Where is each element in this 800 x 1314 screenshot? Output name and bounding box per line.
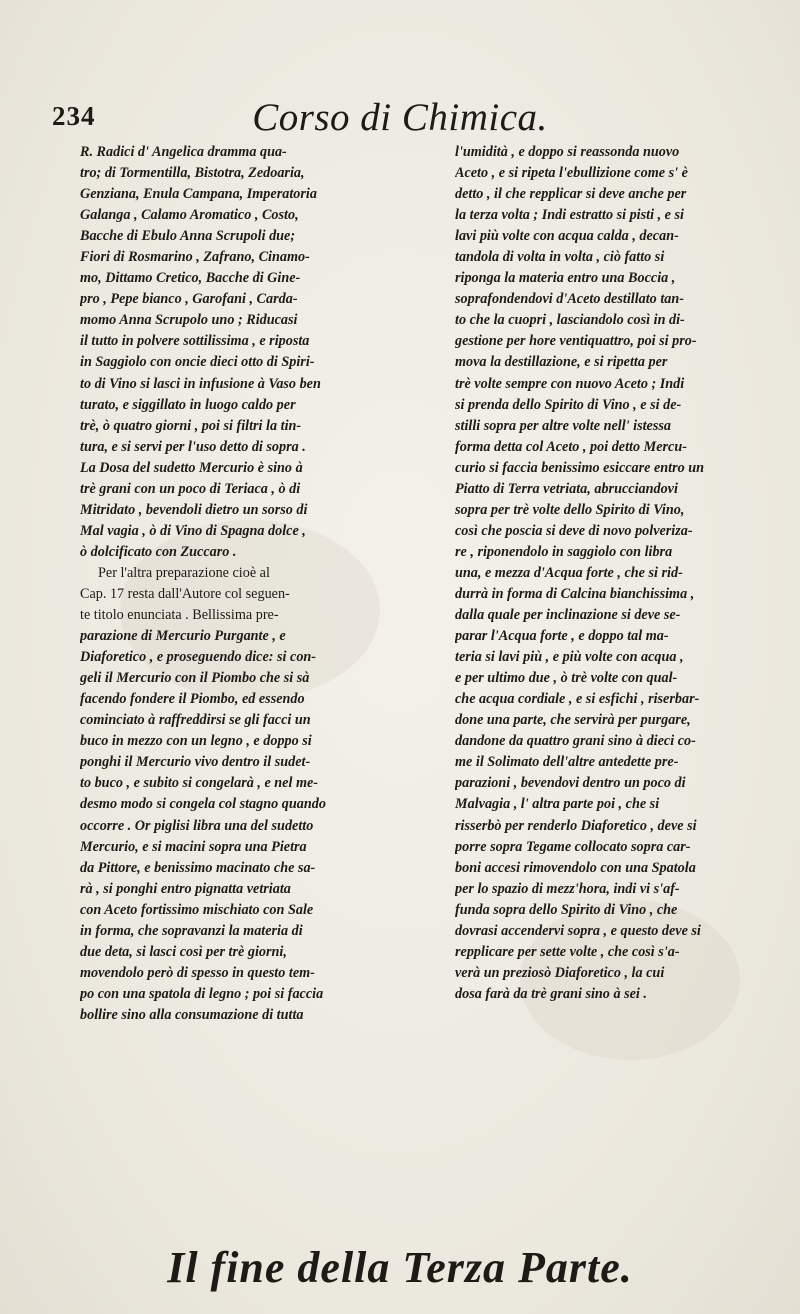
text-line: ponghi il Mercurio vivo dentro il sudet- [80, 754, 311, 771]
text-line: mova la destillazione, e si ripetta per [455, 354, 668, 371]
text-line: così che poscia si deve di novo polveriza- [455, 522, 693, 539]
text-line: ò dolcificato con Zuccaro . [80, 543, 237, 560]
text-line: la terza volta ; Indi estratto si pisti , e si [455, 207, 684, 224]
text-line: il tutto in polvere sottilissima , e riposta [80, 333, 310, 350]
text-line: sopra per trè volte dello Spirito di Vino, [455, 501, 685, 518]
text-line: Fiori di Rosmarino , Zafrano, Cinamo- [80, 249, 310, 266]
text-line: Mitridato , bevendoli dietro un sorso di [80, 501, 308, 518]
text-line: trè volte sempre con nuovo Aceto ; Indi [455, 375, 685, 392]
text-line: to buco , e subito si congelarà , e nel me- [80, 775, 319, 792]
text-line: stilli sopra per altre volte nell' istessa [455, 417, 671, 434]
left-text-column [80, 142, 398, 1026]
text-line: done una parte, che servirà per purgare, [455, 712, 691, 729]
text-line: desmo modo si congela col stagno quando [80, 796, 326, 813]
text-line: tura, e si servi per l'uso detto di sopra . [80, 438, 306, 455]
text-line: pro , Pepe bianco , Garofani , Carda- [80, 291, 298, 308]
text-line: Aceto , e si ripeta l'ebullizione come s' è [455, 165, 688, 182]
text-line: bollire sino alla consumazione di tutta [80, 1006, 304, 1023]
text-line: funda sopra dello Spirito di Vino , che [455, 901, 678, 918]
text-line: turato, e siggillato in luogo caldo per [80, 396, 296, 413]
text-line: che acqua cordiale , e si esfichi , riserbar- [455, 691, 700, 708]
page-number: 234 [52, 101, 96, 131]
text-line: Malvagia , l' altra parte poi , che si [455, 796, 660, 813]
text-line: l'umidità , e doppo si reassonda nuovo [455, 144, 680, 160]
text-line: tro; di Tormentilla, Bistotra, Zedoaria, [80, 165, 305, 182]
text-line: lavi più volte con acqua calda , decan- [455, 228, 679, 245]
text-line: repplicare per sette volte , che così s'a- [455, 943, 680, 960]
text-line: Genziana, Enula Campana, Imperatoria [80, 186, 317, 203]
text-line: dosa farà da trè grani sino à sei . [455, 985, 647, 1002]
text-line: Cap. 17 resta dall'Autore col seguen- [80, 585, 290, 602]
text-line: verà un preziosò Diaforetico , la cui [455, 964, 665, 981]
text-line: curio si faccia benissimo esiccare entro un [455, 459, 705, 476]
text-line: una, e mezza d'Acqua forte , che si rid- [455, 564, 683, 581]
text-line: Bacche di Ebulo Anna Scrupoli due; [80, 228, 296, 245]
text-line: Mal vagia , ò di Vino di Spagna dolce , [80, 522, 306, 539]
text-line: Diaforetico , e proseguendo dice: si con- [80, 649, 317, 666]
right-text-column [455, 142, 773, 1005]
page-header [0, 95, 800, 145]
text-line: po con una spatola di legno ; poi si faccia [80, 985, 324, 1002]
text-line: occorre . Or piglisi libra una del sudetto [80, 817, 314, 834]
section-end-colophon: Il fine della Terza Parte. [167, 1243, 633, 1292]
text-line: durrà in forma di Calcina bianchissima , [455, 585, 695, 602]
text-line: Mercurio, e si macini sopra una Pietra [80, 838, 307, 855]
text-line: forma detta col Aceto , poi detto Mercu- [455, 438, 687, 455]
text-line: detto , il che repplicar si deve anche per [455, 186, 687, 203]
text-line: trè, ò quatro giorni , poi si filtri la tin- [80, 417, 302, 434]
text-line: in forma, che sopravanzi la materia di [80, 922, 303, 939]
text-line: to che la cuopri , lasciandolo così in di- [455, 312, 685, 329]
text-line: riponga la materia entro una Boccia , [455, 270, 676, 287]
text-line: facendo fondere il Piombo, ed essendo [80, 691, 305, 708]
text-line: R. Radici d' Angelica dramma qua- [80, 144, 287, 160]
text-line: in Saggiolo con oncie dieci otto di Spiri- [80, 354, 315, 371]
text-line: con Aceto fortissimo mischiato con Sale [80, 901, 314, 918]
text-line: re , riponendolo in saggiolo con libra [455, 543, 673, 560]
text-line: boni accesi rimovendolo con una Spatola [455, 859, 696, 876]
running-title: Corso di Chimica. [252, 96, 548, 139]
text-line: parazioni , bevendovi dentro un poco di [455, 775, 686, 792]
text-line: e per ultimo due , ò trè volte con qual- [455, 670, 678, 687]
text-line: rà , si ponghi entro pignatta vetriata [80, 880, 291, 897]
text-line: si prenda dello Spirito di Vino , e si de- [455, 396, 682, 413]
text-line: buco in mezzo con un legno , e doppo si [80, 733, 312, 750]
text-line: me il Solimato dell'altre antedette pre- [455, 754, 679, 771]
text-line: due deta, si lasci così per trè giorni, [80, 943, 287, 960]
text-line: parar l'Acqua forte , e doppo tal ma- [455, 628, 669, 645]
text-line: da Pittore, e benissimo macinato che sa- [80, 859, 316, 876]
text-line: gestione per hore ventiquattro, poi si pro- [455, 333, 697, 350]
text-line: Per l'altra preparazione cioè al [98, 564, 270, 581]
text-line: momo Anna Scrupolo uno ; Riducasi [80, 312, 298, 329]
text-line: soprafondendovi d'Aceto destillato tan- [455, 291, 684, 308]
text-line: trè grani con un poco di Teriaca , ò di [80, 480, 301, 497]
text-line: Galanga , Calamo Aromatico , Costo, [80, 207, 299, 224]
text-line: La Dosa del sudetto Mercurio è sino à [80, 459, 303, 476]
text-line: movendolo però di spesso in questo tem- [80, 964, 315, 981]
text-line: te titolo enunciata . Bellissima pre- [80, 607, 279, 624]
text-line: dalla quale per inclinazione si deve se- [455, 607, 681, 624]
text-line: porre sopra Tegame collocato sopra car- [455, 838, 691, 855]
text-line: risserbò per renderlo Diaforetico , deve si [455, 817, 697, 834]
text-line: teria si lavi più , e più volte con acqua , [455, 649, 684, 666]
text-line: tandola di volta in volta , ciò fatto si [455, 249, 665, 266]
text-line: Piatto di Terra vetriata, abrucciandovi [455, 480, 678, 497]
text-line: cominciato à raffreddirsi se gli facci un [80, 712, 311, 729]
text-line: dovrasi accendervi sopra , e questo deve si [455, 922, 701, 939]
text-line: geli il Mercurio con il Piombo che si sà [80, 670, 310, 687]
text-line: dandone da quattro grani sino à dieci co- [455, 733, 696, 750]
text-line: per lo spazio di mezz'hora, indi vi s'af- [455, 880, 680, 897]
text-line: parazione di Mercurio Purgante , e [80, 628, 286, 645]
text-line: to di Vino si lasci in infusione à Vaso ben [80, 375, 321, 392]
text-line: mo, Dittamo Cretico, Bacche di Gine- [80, 270, 301, 287]
